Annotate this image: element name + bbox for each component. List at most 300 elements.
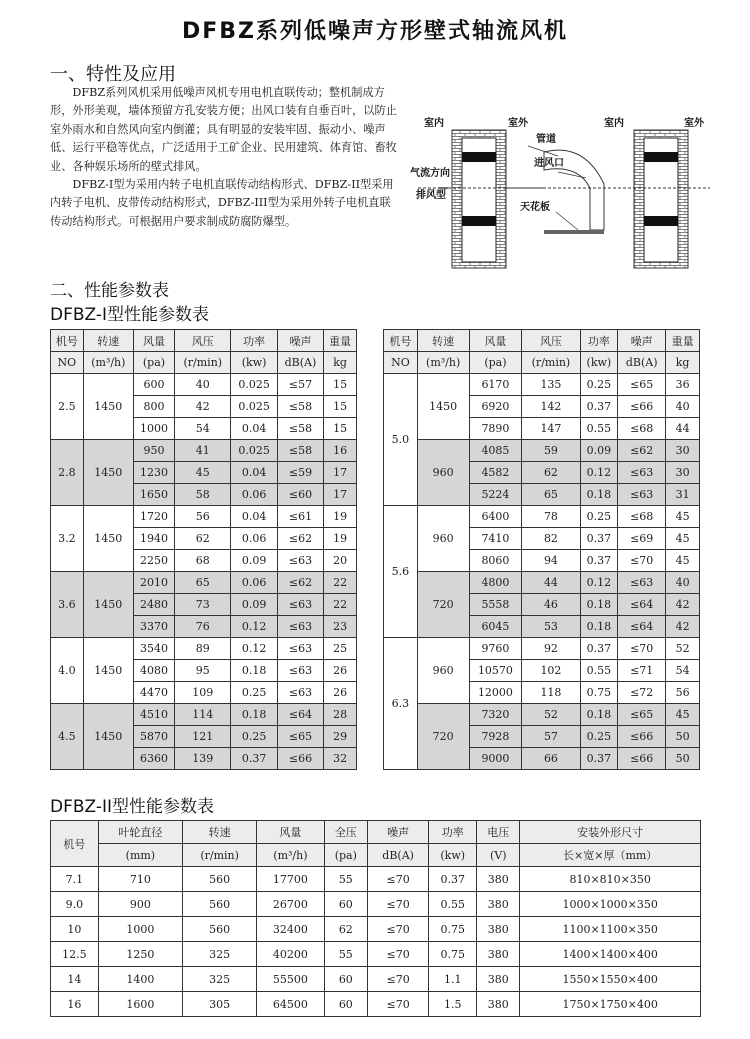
table-cell: 44 bbox=[522, 572, 580, 594]
table-cell: 12.5 bbox=[51, 942, 99, 967]
table-cell: 40 bbox=[666, 572, 700, 594]
table-cell: ≤61 bbox=[277, 506, 323, 528]
speed-cell: 960 bbox=[417, 440, 469, 506]
table-cell: ≤63 bbox=[618, 484, 666, 506]
table-cell: ≤63 bbox=[277, 594, 323, 616]
table-cell: 4510 bbox=[133, 704, 174, 726]
table-row bbox=[51, 638, 357, 660]
table-cell: ≤58 bbox=[277, 418, 323, 440]
table-cell: 30 bbox=[666, 462, 700, 484]
table-cell: 0.18 bbox=[580, 616, 618, 638]
table-cell: 16 bbox=[51, 992, 99, 1017]
table-cell: 0.04 bbox=[231, 418, 277, 440]
column-header: 电压 bbox=[477, 821, 520, 844]
table-cell: 45 bbox=[666, 506, 700, 528]
table-cell: 55500 bbox=[257, 967, 324, 992]
table-cell: 4800 bbox=[469, 572, 522, 594]
column-header: 风量 bbox=[133, 330, 174, 352]
column-unit: kg bbox=[666, 352, 700, 374]
params-table-right bbox=[383, 329, 700, 770]
intro-paragraph-2: DFBZ-I型为采用内转子电机直联传动结构形式、DFBZ-II型采用内转子电机、皮带传动结构形式，DFBZ-III型为采用外转子电机直联传动结构形式。可根据用户要求制成防腐防爆型。 bbox=[50, 178, 394, 228]
column-header: 功率 bbox=[429, 821, 477, 844]
table-cell: 3370 bbox=[133, 616, 174, 638]
speed-cell: 720 bbox=[417, 572, 469, 638]
table-cell: 40200 bbox=[257, 942, 324, 967]
table-row bbox=[51, 867, 701, 892]
label-outdoor-left: 室外 bbox=[508, 118, 528, 129]
table-cell: 30 bbox=[666, 440, 700, 462]
column-unit: (pa) bbox=[469, 352, 522, 374]
table-cell: 1230 bbox=[133, 462, 174, 484]
table-cell: 1000 bbox=[133, 418, 174, 440]
table-cell: 6045 bbox=[469, 616, 522, 638]
table-cell: 1000 bbox=[98, 917, 182, 942]
column-header: 叶轮直径 bbox=[98, 821, 182, 844]
column-unit: (m³/h) bbox=[257, 844, 324, 867]
table-cell: ≤66 bbox=[618, 748, 666, 770]
table-cell: 19 bbox=[324, 506, 357, 528]
table-cell: 0.12 bbox=[580, 462, 618, 484]
table-cell: 1100×1100×350 bbox=[520, 917, 701, 942]
table-cell: 0.37 bbox=[580, 550, 618, 572]
table-cell: 0.37 bbox=[580, 638, 618, 660]
table-cell: 42 bbox=[175, 396, 231, 418]
machine-number-cell: 6.3 bbox=[384, 638, 418, 770]
table-cell: ≤64 bbox=[618, 616, 666, 638]
table-cell: 50 bbox=[666, 748, 700, 770]
column-header: 全压 bbox=[324, 821, 367, 844]
table-cell: 17 bbox=[324, 462, 357, 484]
table-cell: 0.09 bbox=[580, 440, 618, 462]
table-cell: 710 bbox=[98, 867, 182, 892]
column-unit: (r/min) bbox=[522, 352, 580, 374]
table-cell: ≤57 bbox=[277, 374, 323, 396]
table-cell: ≤60 bbox=[277, 484, 323, 506]
table-cell: ≤70 bbox=[368, 867, 429, 892]
table-cell: 4085 bbox=[469, 440, 522, 462]
installation-diagram bbox=[408, 112, 720, 272]
table-cell: ≤64 bbox=[618, 594, 666, 616]
table-cell: ≤66 bbox=[277, 748, 323, 770]
table-cell: ≤68 bbox=[618, 418, 666, 440]
table-cell: ≤63 bbox=[277, 660, 323, 682]
table-cell: 0.06 bbox=[231, 484, 277, 506]
table1-title: DFBZ-I型性能参数表 bbox=[50, 305, 210, 325]
table-cell: ≤72 bbox=[618, 682, 666, 704]
table-cell: 0.06 bbox=[231, 572, 277, 594]
table-cell: 9000 bbox=[469, 748, 522, 770]
table-cell: 66 bbox=[522, 748, 580, 770]
table-cell: 14 bbox=[51, 967, 99, 992]
table-cell: 0.75 bbox=[429, 942, 477, 967]
table-cell: 65 bbox=[522, 484, 580, 506]
table-cell: 26 bbox=[324, 682, 357, 704]
column-header: 机号 bbox=[51, 330, 84, 352]
table-cell: 42 bbox=[666, 594, 700, 616]
column-unit: dB(A) bbox=[368, 844, 429, 867]
column-header: 风压 bbox=[522, 330, 580, 352]
table-cell: 0.18 bbox=[580, 594, 618, 616]
table-cell: ≤68 bbox=[618, 506, 666, 528]
table-cell: 0.75 bbox=[429, 917, 477, 942]
table-cell: ≤66 bbox=[618, 396, 666, 418]
table-cell: 12000 bbox=[469, 682, 522, 704]
table-cell: 56 bbox=[666, 682, 700, 704]
table-cell: 102 bbox=[522, 660, 580, 682]
table-cell: 6400 bbox=[469, 506, 522, 528]
table-cell: 7890 bbox=[469, 418, 522, 440]
table-cell: 0.12 bbox=[580, 572, 618, 594]
table-cell: 42 bbox=[666, 616, 700, 638]
table-cell: 0.37 bbox=[429, 867, 477, 892]
table-cell: 560 bbox=[183, 892, 257, 917]
table-cell: 139 bbox=[175, 748, 231, 770]
table-cell: ≤63 bbox=[277, 682, 323, 704]
params-table-left bbox=[50, 329, 357, 770]
label-outdoor-right: 室外 bbox=[684, 118, 704, 129]
table-cell: 0.09 bbox=[231, 550, 277, 572]
table-row bbox=[384, 440, 700, 462]
table-cell: 6360 bbox=[133, 748, 174, 770]
machine-number-cell: 4.0 bbox=[51, 638, 84, 704]
table-row bbox=[51, 892, 701, 917]
table-cell: ≤59 bbox=[277, 462, 323, 484]
column-header: 噪声 bbox=[277, 330, 323, 352]
table-cell: 15 bbox=[324, 396, 357, 418]
column-header: 风量 bbox=[257, 821, 324, 844]
table-row bbox=[384, 374, 700, 396]
table-cell: 560 bbox=[183, 867, 257, 892]
table-cell: 1650 bbox=[133, 484, 174, 506]
table-cell: 57 bbox=[522, 726, 580, 748]
section-heading-params: 二、性能参数表 bbox=[50, 281, 169, 301]
table-cell: 55 bbox=[324, 942, 367, 967]
table-cell: 1400×1400×400 bbox=[520, 942, 701, 967]
table-cell: 380 bbox=[477, 992, 520, 1017]
table-cell: 62 bbox=[324, 917, 367, 942]
table-cell: 95 bbox=[175, 660, 231, 682]
table-cell: 32400 bbox=[257, 917, 324, 942]
label-exhaust-type: 排风型 bbox=[416, 190, 446, 201]
table-cell: 40 bbox=[666, 396, 700, 418]
table-cell: 36 bbox=[666, 374, 700, 396]
label-inlet: 进风口 bbox=[534, 158, 564, 169]
table-cell: 800 bbox=[133, 396, 174, 418]
machine-number-cell: 5.6 bbox=[384, 506, 418, 638]
table-cell: 2010 bbox=[133, 572, 174, 594]
table-cell: 82 bbox=[522, 528, 580, 550]
speed-cell: 1450 bbox=[417, 374, 469, 440]
speed-cell: 1450 bbox=[83, 638, 133, 704]
table-cell: 65 bbox=[175, 572, 231, 594]
table-cell: 0.25 bbox=[580, 506, 618, 528]
column-unit: NO bbox=[384, 352, 418, 374]
table-cell: 1940 bbox=[133, 528, 174, 550]
column-unit: (mm) bbox=[98, 844, 182, 867]
table-cell: 0.37 bbox=[580, 748, 618, 770]
table-row bbox=[51, 440, 357, 462]
table-cell: 54 bbox=[175, 418, 231, 440]
table-cell: 89 bbox=[175, 638, 231, 660]
table-cell: 0.06 bbox=[231, 528, 277, 550]
column-header: 机号 bbox=[51, 821, 99, 867]
table3-title: DFBZ-II型性能参数表 bbox=[50, 797, 215, 817]
table-cell: 380 bbox=[477, 967, 520, 992]
table-cell: 1600 bbox=[98, 992, 182, 1017]
table-cell: 1.5 bbox=[429, 992, 477, 1017]
table-cell: 114 bbox=[175, 704, 231, 726]
column-header: 转速 bbox=[183, 821, 257, 844]
label-pipe: 管道 bbox=[536, 134, 556, 145]
column-unit: dB(A) bbox=[618, 352, 666, 374]
table-cell: ≤65 bbox=[277, 726, 323, 748]
column-header: 风压 bbox=[175, 330, 231, 352]
table-cell: 0.25 bbox=[231, 726, 277, 748]
table-cell: 305 bbox=[183, 992, 257, 1017]
speed-cell: 1450 bbox=[83, 440, 133, 506]
table-cell: 26 bbox=[324, 660, 357, 682]
table-row bbox=[51, 967, 701, 992]
table-cell: 0.025 bbox=[231, 440, 277, 462]
column-unit: (r/min) bbox=[175, 352, 231, 374]
table-cell: 0.12 bbox=[231, 616, 277, 638]
table-cell: ≤70 bbox=[368, 942, 429, 967]
speed-cell: 720 bbox=[417, 704, 469, 770]
table-cell: 600 bbox=[133, 374, 174, 396]
table-cell: 7.1 bbox=[51, 867, 99, 892]
section-heading-features: 一、特性及应用 bbox=[50, 64, 176, 85]
table-cell: 92 bbox=[522, 638, 580, 660]
table-cell: 2480 bbox=[133, 594, 174, 616]
table-cell: 53 bbox=[522, 616, 580, 638]
table-cell: 147 bbox=[522, 418, 580, 440]
column-unit: NO bbox=[51, 352, 84, 374]
machine-number-cell: 2.5 bbox=[51, 374, 84, 440]
table-cell: ≤70 bbox=[618, 550, 666, 572]
speed-cell: 1450 bbox=[83, 506, 133, 572]
table-cell: 0.18 bbox=[231, 704, 277, 726]
table-cell: 60 bbox=[324, 992, 367, 1017]
table-cell: 6170 bbox=[469, 374, 522, 396]
table-cell: 20 bbox=[324, 550, 357, 572]
table-cell: 32 bbox=[324, 748, 357, 770]
table-cell: 1750×1750×400 bbox=[520, 992, 701, 1017]
table-cell: 22 bbox=[324, 572, 357, 594]
table-cell: 52 bbox=[522, 704, 580, 726]
table-cell: 62 bbox=[175, 528, 231, 550]
table-row bbox=[51, 374, 357, 396]
table-cell: ≤62 bbox=[277, 572, 323, 594]
table-cell: 0.18 bbox=[231, 660, 277, 682]
table-cell: 0.37 bbox=[580, 396, 618, 418]
table-cell: 64500 bbox=[257, 992, 324, 1017]
table-cell: 950 bbox=[133, 440, 174, 462]
table-cell: 325 bbox=[183, 967, 257, 992]
table-cell: 325 bbox=[183, 942, 257, 967]
column-unit: (V) bbox=[477, 844, 520, 867]
column-header: 机号 bbox=[384, 330, 418, 352]
table-cell: 135 bbox=[522, 374, 580, 396]
table-cell: 560 bbox=[183, 917, 257, 942]
table-cell: 0.04 bbox=[231, 506, 277, 528]
table-cell: 5870 bbox=[133, 726, 174, 748]
table-cell: 0.12 bbox=[231, 638, 277, 660]
table-cell: 54 bbox=[666, 660, 700, 682]
table-cell: 142 bbox=[522, 396, 580, 418]
table-cell: ≤63 bbox=[618, 462, 666, 484]
table-cell: 1000×1000×350 bbox=[520, 892, 701, 917]
table-cell: 7928 bbox=[469, 726, 522, 748]
column-header: 转速 bbox=[83, 330, 133, 352]
table-cell: ≤71 bbox=[618, 660, 666, 682]
table-row bbox=[51, 942, 701, 967]
column-unit: kg bbox=[324, 352, 357, 374]
table-cell: 40 bbox=[175, 374, 231, 396]
table-cell: 7410 bbox=[469, 528, 522, 550]
label-airflow: 气流方向 bbox=[410, 168, 450, 179]
intro-paragraph-1: DFBZ系列风机采用低噪声风机专用电机直联传动；整机制成方形，外形美观，墙体预留方孔安装方便；出风口装有自垂百叶，以防止室外雨水和自然风向室内倒灌；具有明显的安装牢固、振动小、噪声低、运行平稳等优点，广泛适用于工矿企业、民用建筑、体育馆、畜牧业、各种娱乐场所的壁式排风。 bbox=[50, 86, 397, 173]
table-cell: ≤62 bbox=[618, 440, 666, 462]
table-cell: 380 bbox=[477, 917, 520, 942]
table-cell: ≤70 bbox=[368, 917, 429, 942]
table-cell: 45 bbox=[666, 704, 700, 726]
table-cell: 9760 bbox=[469, 638, 522, 660]
column-unit: (pa) bbox=[133, 352, 174, 374]
table-cell: 0.55 bbox=[580, 418, 618, 440]
column-header: 噪声 bbox=[618, 330, 666, 352]
column-header: 重量 bbox=[324, 330, 357, 352]
table-cell: 76 bbox=[175, 616, 231, 638]
table-cell: 94 bbox=[522, 550, 580, 572]
table-cell: ≤70 bbox=[368, 892, 429, 917]
speed-cell: 960 bbox=[417, 506, 469, 572]
table-cell: 6920 bbox=[469, 396, 522, 418]
table-cell: 10 bbox=[51, 917, 99, 942]
table-cell: 45 bbox=[666, 528, 700, 550]
table-cell: 5558 bbox=[469, 594, 522, 616]
table-cell: 22 bbox=[324, 594, 357, 616]
table-cell: 56 bbox=[175, 506, 231, 528]
table-cell: 8060 bbox=[469, 550, 522, 572]
column-unit: dB(A) bbox=[277, 352, 323, 374]
table-cell: 0.37 bbox=[580, 528, 618, 550]
table-cell: 59 bbox=[522, 440, 580, 462]
table-cell: 44 bbox=[666, 418, 700, 440]
table-cell: 55 bbox=[324, 867, 367, 892]
table-cell: 2250 bbox=[133, 550, 174, 572]
speed-cell: 1450 bbox=[83, 572, 133, 638]
table-cell: 15 bbox=[324, 374, 357, 396]
table-cell: ≤70 bbox=[368, 992, 429, 1017]
column-unit: (r/min) bbox=[183, 844, 257, 867]
machine-number-cell: 4.5 bbox=[51, 704, 84, 770]
table-row bbox=[384, 572, 700, 594]
table-cell: 900 bbox=[98, 892, 182, 917]
table-cell: ≤58 bbox=[277, 396, 323, 418]
column-unit: 长×宽×厚（mm） bbox=[520, 844, 701, 867]
intro-text bbox=[50, 84, 400, 231]
table-cell: 0.55 bbox=[429, 892, 477, 917]
table-cell: 31 bbox=[666, 484, 700, 506]
table-row bbox=[51, 704, 357, 726]
table-row bbox=[51, 917, 701, 942]
table-cell: ≤63 bbox=[277, 616, 323, 638]
table-cell: 45 bbox=[175, 462, 231, 484]
column-unit: (pa) bbox=[324, 844, 367, 867]
machine-number-cell: 5.0 bbox=[384, 374, 418, 506]
table-cell: 121 bbox=[175, 726, 231, 748]
table-cell: 15 bbox=[324, 418, 357, 440]
table-row bbox=[384, 506, 700, 528]
table-row bbox=[51, 506, 357, 528]
page-title: DFBZ系列低噪声方形壁式轴流风机 bbox=[181, 19, 568, 44]
table-cell: ≤62 bbox=[277, 528, 323, 550]
table-cell: 73 bbox=[175, 594, 231, 616]
speed-cell: 960 bbox=[417, 638, 469, 704]
table-cell: 4582 bbox=[469, 462, 522, 484]
table-cell: ≤58 bbox=[277, 440, 323, 462]
table-cell: ≤64 bbox=[277, 704, 323, 726]
column-header: 噪声 bbox=[368, 821, 429, 844]
column-unit: (kw) bbox=[580, 352, 618, 374]
table-cell: 50 bbox=[666, 726, 700, 748]
table-cell: 26700 bbox=[257, 892, 324, 917]
params-table-ii bbox=[50, 820, 701, 1017]
table-cell: 3540 bbox=[133, 638, 174, 660]
table-cell: 60 bbox=[324, 967, 367, 992]
speed-cell: 1450 bbox=[83, 374, 133, 440]
table-cell: 60 bbox=[324, 892, 367, 917]
speed-cell: 1450 bbox=[83, 704, 133, 770]
table-cell: 1400 bbox=[98, 967, 182, 992]
table-cell: ≤70 bbox=[618, 638, 666, 660]
table-cell: 109 bbox=[175, 682, 231, 704]
table-cell: 810×810×350 bbox=[520, 867, 701, 892]
table-cell: 0.75 bbox=[580, 682, 618, 704]
table-cell: 78 bbox=[522, 506, 580, 528]
table-cell: 0.18 bbox=[580, 484, 618, 506]
table-cell: 45 bbox=[666, 550, 700, 572]
table-cell: ≤63 bbox=[277, 550, 323, 572]
table-cell: ≤69 bbox=[618, 528, 666, 550]
label-indoor-right: 室内 bbox=[604, 118, 624, 129]
table-cell: 68 bbox=[175, 550, 231, 572]
machine-number-cell: 3.6 bbox=[51, 572, 84, 638]
table-cell: ≤66 bbox=[618, 726, 666, 748]
table-cell: 4080 bbox=[133, 660, 174, 682]
table-cell: 1250 bbox=[98, 942, 182, 967]
table-cell: 5224 bbox=[469, 484, 522, 506]
column-header: 风量 bbox=[469, 330, 522, 352]
column-header: 安装外形尺寸 bbox=[520, 821, 701, 844]
table-cell: 0.25 bbox=[580, 374, 618, 396]
label-indoor-left: 室内 bbox=[424, 118, 444, 129]
column-header: 功率 bbox=[580, 330, 618, 352]
table-cell: 1720 bbox=[133, 506, 174, 528]
table-cell: 380 bbox=[477, 942, 520, 967]
table-cell: 0.55 bbox=[580, 660, 618, 682]
table-cell: 9.0 bbox=[51, 892, 99, 917]
table-cell: 0.09 bbox=[231, 594, 277, 616]
table-cell: 0.04 bbox=[231, 462, 277, 484]
table-cell: 380 bbox=[477, 867, 520, 892]
table-cell: ≤63 bbox=[277, 638, 323, 660]
column-unit: (kw) bbox=[231, 352, 277, 374]
table-cell: 0.25 bbox=[231, 682, 277, 704]
table-cell: 17 bbox=[324, 484, 357, 506]
table-cell: 118 bbox=[522, 682, 580, 704]
table-cell: 41 bbox=[175, 440, 231, 462]
